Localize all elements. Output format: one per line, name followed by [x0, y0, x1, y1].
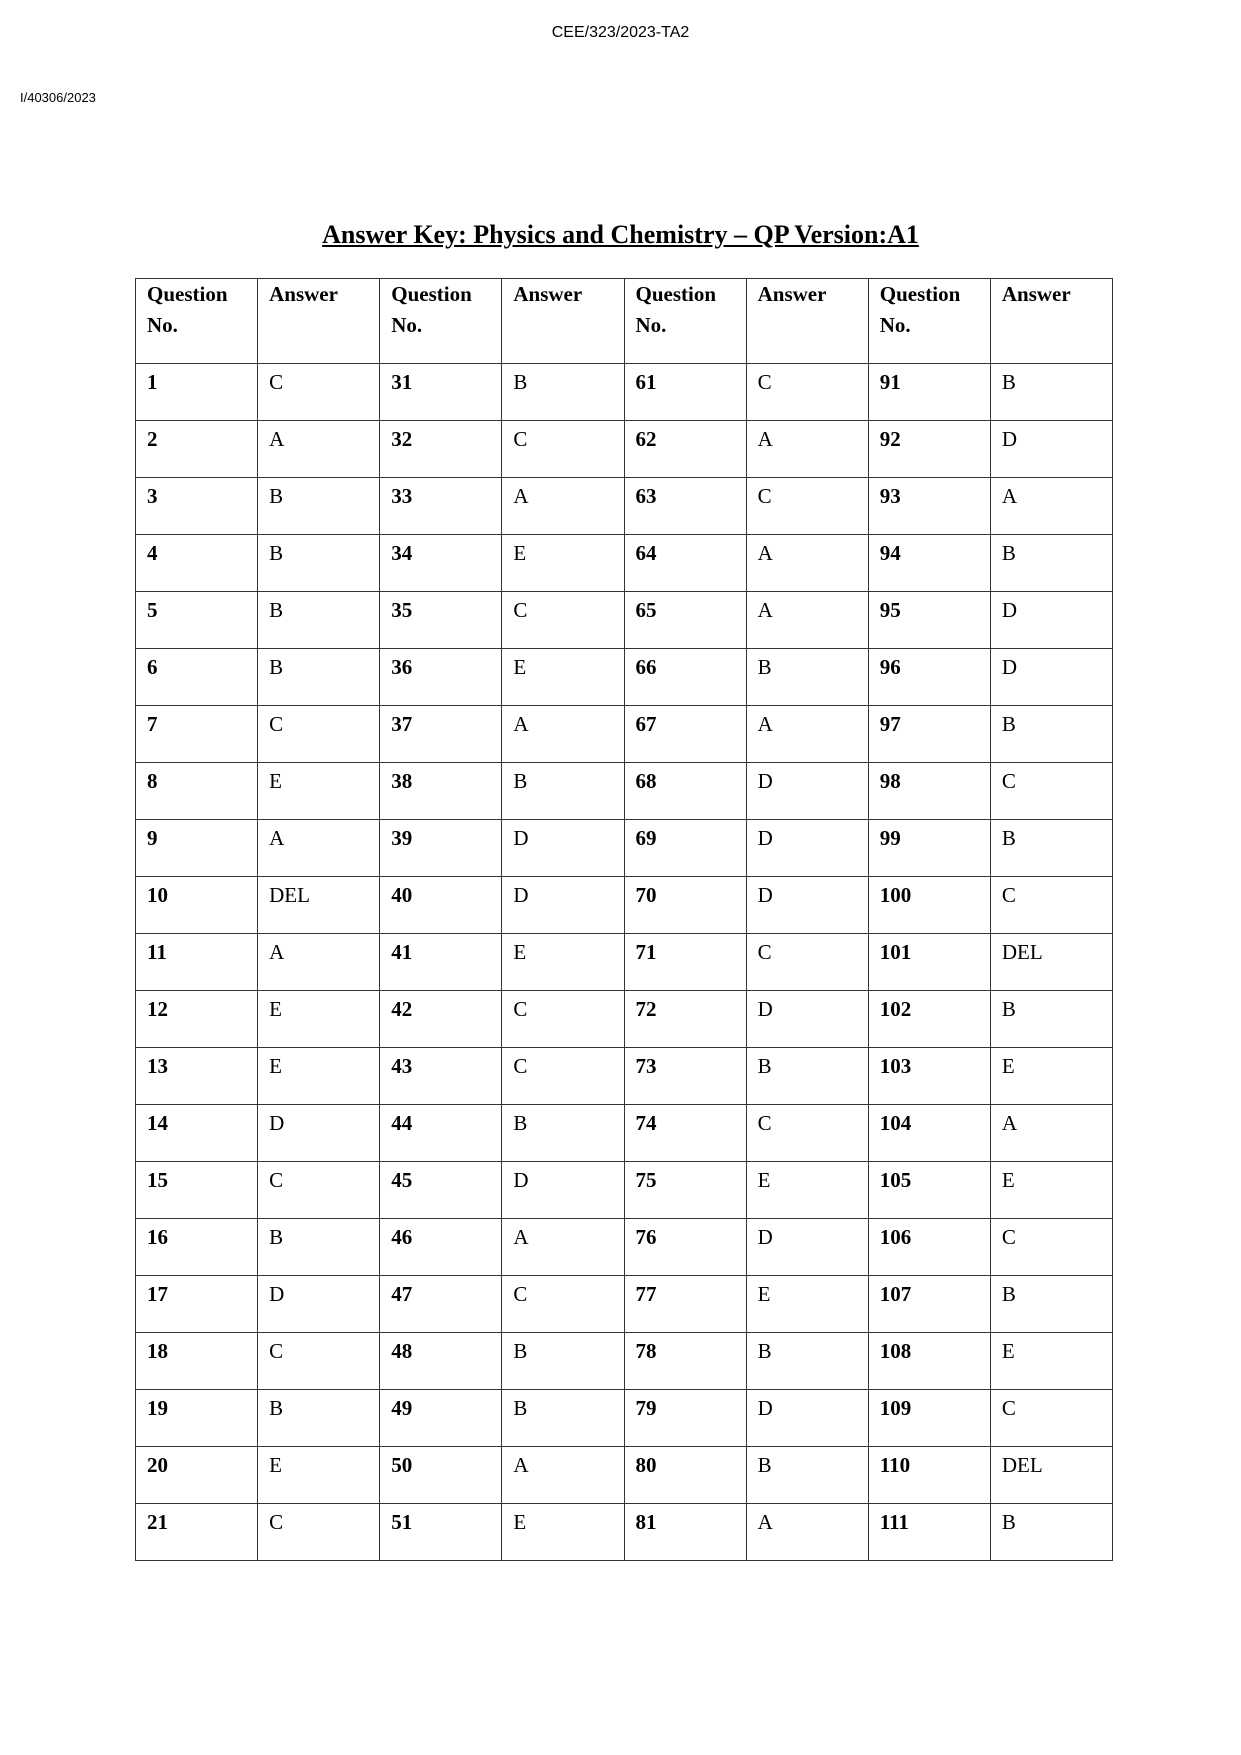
- question-number-cell: 71: [624, 934, 746, 991]
- question-number-cell: 93: [868, 478, 990, 535]
- column-header: Answer: [990, 279, 1112, 364]
- question-number-cell: 1: [136, 364, 258, 421]
- question-number-cell: 61: [624, 364, 746, 421]
- question-number-cell: 104: [868, 1105, 990, 1162]
- table-row: [136, 991, 1113, 1048]
- question-number-cell: 44: [380, 1105, 502, 1162]
- answer-cell: A: [746, 706, 868, 763]
- question-number-cell: 43: [380, 1048, 502, 1105]
- question-number-cell: 63: [624, 478, 746, 535]
- question-number-cell: 14: [136, 1105, 258, 1162]
- table-header-row: [136, 279, 1113, 364]
- question-number-cell: 51: [380, 1504, 502, 1561]
- question-number-cell: 94: [868, 535, 990, 592]
- question-number-cell: 45: [380, 1162, 502, 1219]
- answer-cell: D: [746, 763, 868, 820]
- question-number-cell: 5: [136, 592, 258, 649]
- answer-cell: A: [990, 1105, 1112, 1162]
- answer-cell: C: [746, 934, 868, 991]
- question-number-cell: 12: [136, 991, 258, 1048]
- table-row: [136, 535, 1113, 592]
- answer-cell: B: [502, 763, 624, 820]
- table-row: [136, 1447, 1113, 1504]
- answer-cell: C: [502, 421, 624, 478]
- question-number-cell: 40: [380, 877, 502, 934]
- question-number-cell: 47: [380, 1276, 502, 1333]
- answer-cell: B: [258, 535, 380, 592]
- answer-cell: A: [990, 478, 1112, 535]
- question-number-cell: 74: [624, 1105, 746, 1162]
- answer-cell: E: [746, 1162, 868, 1219]
- answer-cell: C: [258, 364, 380, 421]
- answer-cell: E: [258, 763, 380, 820]
- question-number-cell: 48: [380, 1333, 502, 1390]
- answer-key-table: [135, 278, 1113, 1561]
- table-row: [136, 820, 1113, 877]
- answer-cell: A: [258, 820, 380, 877]
- question-number-cell: 73: [624, 1048, 746, 1105]
- question-number-cell: 3: [136, 478, 258, 535]
- question-number-cell: 9: [136, 820, 258, 877]
- answer-cell: DEL: [990, 934, 1112, 991]
- question-number-cell: 111: [868, 1504, 990, 1561]
- question-number-cell: 81: [624, 1504, 746, 1561]
- answer-cell: B: [258, 592, 380, 649]
- question-number-cell: 39: [380, 820, 502, 877]
- question-number-cell: 95: [868, 592, 990, 649]
- table-row: [136, 478, 1113, 535]
- answer-cell: C: [990, 877, 1112, 934]
- question-number-cell: 69: [624, 820, 746, 877]
- question-number-cell: 16: [136, 1219, 258, 1276]
- column-header: Question No.: [868, 279, 990, 364]
- answer-cell: D: [258, 1276, 380, 1333]
- question-number-cell: 100: [868, 877, 990, 934]
- answer-cell: D: [502, 877, 624, 934]
- question-number-cell: 102: [868, 991, 990, 1048]
- answer-cell: A: [746, 421, 868, 478]
- question-number-cell: 106: [868, 1219, 990, 1276]
- table-row: [136, 421, 1113, 478]
- answer-cell: B: [258, 1219, 380, 1276]
- question-number-cell: 2: [136, 421, 258, 478]
- answer-cell: A: [502, 478, 624, 535]
- column-header: Answer: [502, 279, 624, 364]
- answer-cell: B: [990, 991, 1112, 1048]
- table-row: [136, 763, 1113, 820]
- table-row: [136, 1333, 1113, 1390]
- table-row: [136, 364, 1113, 421]
- answer-cell: B: [746, 1447, 868, 1504]
- answer-cell: B: [990, 820, 1112, 877]
- answer-cell: E: [258, 1048, 380, 1105]
- question-number-cell: 103: [868, 1048, 990, 1105]
- column-header: Question No.: [136, 279, 258, 364]
- document-code: CEE/323/2023-TA2: [551, 24, 690, 41]
- question-number-cell: 8: [136, 763, 258, 820]
- question-number-cell: 38: [380, 763, 502, 820]
- answer-cell: C: [746, 364, 868, 421]
- answer-cell: E: [258, 1447, 380, 1504]
- answer-cell: E: [502, 535, 624, 592]
- answer-cell: B: [990, 535, 1112, 592]
- answer-cell: A: [258, 421, 380, 478]
- answer-cell: E: [258, 991, 380, 1048]
- answer-cell: D: [990, 421, 1112, 478]
- answer-cell: C: [258, 706, 380, 763]
- answer-cell: B: [990, 1276, 1112, 1333]
- question-number-cell: 80: [624, 1447, 746, 1504]
- answer-cell: A: [502, 706, 624, 763]
- question-number-cell: 105: [868, 1162, 990, 1219]
- question-number-cell: 34: [380, 535, 502, 592]
- answer-cell: C: [258, 1333, 380, 1390]
- question-number-cell: 37: [380, 706, 502, 763]
- question-number-cell: 10: [136, 877, 258, 934]
- answer-cell: B: [502, 1333, 624, 1390]
- question-number-cell: 101: [868, 934, 990, 991]
- answer-cell: C: [258, 1504, 380, 1561]
- document-reference: I/40306/2023: [20, 90, 96, 105]
- question-number-cell: 31: [380, 364, 502, 421]
- question-number-cell: 6: [136, 649, 258, 706]
- table-row: [136, 706, 1113, 763]
- answer-cell: C: [502, 1048, 624, 1105]
- answer-cell: C: [502, 991, 624, 1048]
- table-row: [136, 934, 1113, 991]
- question-number-cell: 32: [380, 421, 502, 478]
- answer-cell: DEL: [258, 877, 380, 934]
- answer-cell: E: [502, 1504, 624, 1561]
- answer-cell: D: [502, 1162, 624, 1219]
- question-number-cell: 11: [136, 934, 258, 991]
- question-number-cell: 76: [624, 1219, 746, 1276]
- answer-cell: A: [502, 1447, 624, 1504]
- answer-cell: C: [746, 1105, 868, 1162]
- question-number-cell: 97: [868, 706, 990, 763]
- answer-cell: E: [990, 1162, 1112, 1219]
- question-number-cell: 65: [624, 592, 746, 649]
- question-number-cell: 91: [868, 364, 990, 421]
- question-number-cell: 99: [868, 820, 990, 877]
- answer-cell: E: [502, 649, 624, 706]
- answer-cell: B: [258, 1390, 380, 1447]
- answer-cell: D: [746, 877, 868, 934]
- question-number-cell: 77: [624, 1276, 746, 1333]
- table-row: [136, 649, 1113, 706]
- table-row: [136, 1048, 1113, 1105]
- answer-cell: B: [258, 649, 380, 706]
- question-number-cell: 66: [624, 649, 746, 706]
- answer-cell: C: [502, 592, 624, 649]
- table-row: [136, 1219, 1113, 1276]
- question-number-cell: 19: [136, 1390, 258, 1447]
- question-number-cell: 64: [624, 535, 746, 592]
- question-number-cell: 18: [136, 1333, 258, 1390]
- answer-cell: B: [990, 364, 1112, 421]
- question-number-cell: 79: [624, 1390, 746, 1447]
- answer-cell: B: [990, 1504, 1112, 1561]
- answer-cell: A: [746, 535, 868, 592]
- answer-cell: DEL: [990, 1447, 1112, 1504]
- answer-cell: D: [502, 820, 624, 877]
- answer-cell: D: [990, 592, 1112, 649]
- question-number-cell: 98: [868, 763, 990, 820]
- answer-cell: B: [990, 706, 1112, 763]
- answer-cell: C: [990, 1390, 1112, 1447]
- question-number-cell: 41: [380, 934, 502, 991]
- answer-cell: B: [258, 478, 380, 535]
- question-number-cell: 7: [136, 706, 258, 763]
- page-title: Answer Key: Physics and Chemistry – QP Version:A1: [322, 220, 919, 249]
- answer-cell: A: [502, 1219, 624, 1276]
- answer-cell: A: [258, 934, 380, 991]
- column-header: Question No.: [624, 279, 746, 364]
- answer-cell: B: [502, 364, 624, 421]
- answer-cell: E: [990, 1048, 1112, 1105]
- question-number-cell: 96: [868, 649, 990, 706]
- table-row: [136, 1504, 1113, 1561]
- answer-cell: B: [746, 1048, 868, 1105]
- question-number-cell: 4: [136, 535, 258, 592]
- answer-cell: C: [990, 1219, 1112, 1276]
- table-body: [136, 364, 1113, 1561]
- answer-cell: A: [746, 1504, 868, 1561]
- answer-cell: E: [990, 1333, 1112, 1390]
- table-row: [136, 1390, 1113, 1447]
- answer-cell: D: [746, 1219, 868, 1276]
- question-number-cell: 49: [380, 1390, 502, 1447]
- question-number-cell: 35: [380, 592, 502, 649]
- question-number-cell: 36: [380, 649, 502, 706]
- question-number-cell: 20: [136, 1447, 258, 1504]
- question-number-cell: 42: [380, 991, 502, 1048]
- answer-cell: C: [990, 763, 1112, 820]
- question-number-cell: 21: [136, 1504, 258, 1561]
- question-number-cell: 67: [624, 706, 746, 763]
- question-number-cell: 46: [380, 1219, 502, 1276]
- answer-cell: A: [746, 592, 868, 649]
- question-number-cell: 107: [868, 1276, 990, 1333]
- answer-cell: D: [746, 820, 868, 877]
- table-row: [136, 1162, 1113, 1219]
- question-number-cell: 110: [868, 1447, 990, 1504]
- answer-cell: B: [746, 649, 868, 706]
- question-number-cell: 13: [136, 1048, 258, 1105]
- question-number-cell: 62: [624, 421, 746, 478]
- question-number-cell: 75: [624, 1162, 746, 1219]
- answer-cell: B: [502, 1390, 624, 1447]
- question-number-cell: 68: [624, 763, 746, 820]
- answer-cell: C: [258, 1162, 380, 1219]
- question-number-cell: 15: [136, 1162, 258, 1219]
- answer-cell: B: [746, 1333, 868, 1390]
- question-number-cell: 92: [868, 421, 990, 478]
- question-number-cell: 33: [380, 478, 502, 535]
- answer-cell: E: [502, 934, 624, 991]
- column-header: Answer: [258, 279, 380, 364]
- question-number-cell: 17: [136, 1276, 258, 1333]
- table-row: [136, 877, 1113, 934]
- table-row: [136, 1105, 1113, 1162]
- answer-cell: D: [990, 649, 1112, 706]
- question-number-cell: 50: [380, 1447, 502, 1504]
- answer-cell: D: [746, 1390, 868, 1447]
- answer-cell: B: [502, 1105, 624, 1162]
- question-number-cell: 70: [624, 877, 746, 934]
- answer-cell: C: [502, 1276, 624, 1333]
- answer-cell: D: [746, 991, 868, 1048]
- answer-cell: E: [746, 1276, 868, 1333]
- answer-cell: D: [258, 1105, 380, 1162]
- column-header: Answer: [746, 279, 868, 364]
- column-header: Question No.: [380, 279, 502, 364]
- table-row: [136, 592, 1113, 649]
- question-number-cell: 72: [624, 991, 746, 1048]
- table-row: [136, 1276, 1113, 1333]
- question-number-cell: 109: [868, 1390, 990, 1447]
- question-number-cell: 108: [868, 1333, 990, 1390]
- answer-cell: C: [746, 478, 868, 535]
- question-number-cell: 78: [624, 1333, 746, 1390]
